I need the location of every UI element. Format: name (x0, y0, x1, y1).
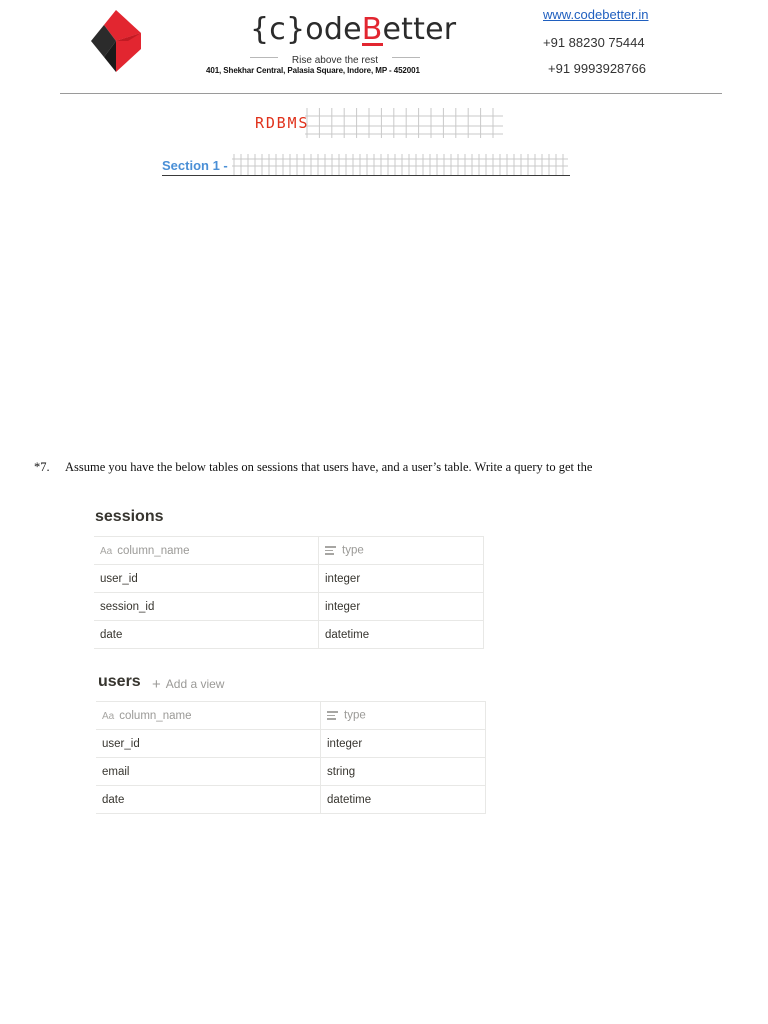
cell-column-name: user_id (96, 730, 321, 758)
text-property-icon: Aa (102, 710, 115, 722)
cell-type: datetime (319, 621, 484, 649)
tagline-rule-right (392, 57, 420, 58)
cell-type: datetime (321, 786, 486, 814)
header-column-name: column_name (119, 709, 192, 722)
text-lines-icon (325, 544, 336, 557)
table-row (96, 786, 486, 814)
plus-icon: + (152, 676, 161, 693)
sessions-table-title: sessions (95, 508, 164, 525)
cell-type: integer (321, 730, 486, 758)
company-address: 401, Shekhar Central, Palasia Square, Indore, MP - 452001 (206, 66, 420, 75)
cell-column-name: email (96, 758, 321, 786)
section-heading: Section 1 - (162, 158, 228, 173)
table-header-row (94, 537, 484, 565)
cell-column-name: date (96, 786, 321, 814)
cell-column-name: user_id (94, 565, 319, 593)
cell-type: integer (319, 593, 484, 621)
cell-type: string (321, 758, 486, 786)
cell-column-name: session_id (94, 593, 319, 621)
brand-prefix: {c}ode (250, 12, 362, 47)
cell-type: integer (319, 565, 484, 593)
header-type: type (342, 544, 364, 557)
users-table-title: users (98, 673, 141, 690)
table-header-row (96, 702, 486, 730)
tagline: Rise above the rest (291, 55, 379, 66)
document-title: RDBMS (255, 114, 310, 132)
section-underline (162, 175, 570, 176)
question-text: Assume you have the below tables on sessions that users have, and a user’s table. Write a query to get the (65, 460, 593, 474)
phone-number-2: +91 9993928766 (548, 61, 646, 76)
question-number: *7. (34, 460, 50, 474)
table-row (96, 730, 486, 758)
header-column-name: column_name (117, 544, 190, 557)
codebetter-logo-icon (90, 9, 142, 73)
users-table (96, 701, 486, 814)
add-view-button[interactable] (152, 675, 224, 692)
header-type: type (344, 709, 366, 722)
website-link[interactable]: www.codebetter.in (543, 7, 649, 22)
text-lines-icon (327, 709, 338, 722)
brand-highlight-letter: B (361, 12, 383, 47)
sessions-table (94, 536, 484, 649)
add-view-label: Add a view (165, 677, 225, 691)
table-row (94, 593, 484, 621)
brand-suffix: etter (382, 12, 457, 47)
table-row (94, 621, 484, 649)
table-row (94, 565, 484, 593)
cell-column-name: date (94, 621, 319, 649)
title-grid-artifact (305, 108, 505, 138)
brand-name (250, 12, 456, 47)
tagline-rule-left (250, 57, 278, 58)
phone-number-1: +91 88230 75444 (543, 35, 645, 50)
section-grid-artifact (232, 154, 570, 176)
header-divider (60, 93, 722, 94)
text-property-icon: Aa (100, 545, 113, 557)
table-row (96, 758, 486, 786)
